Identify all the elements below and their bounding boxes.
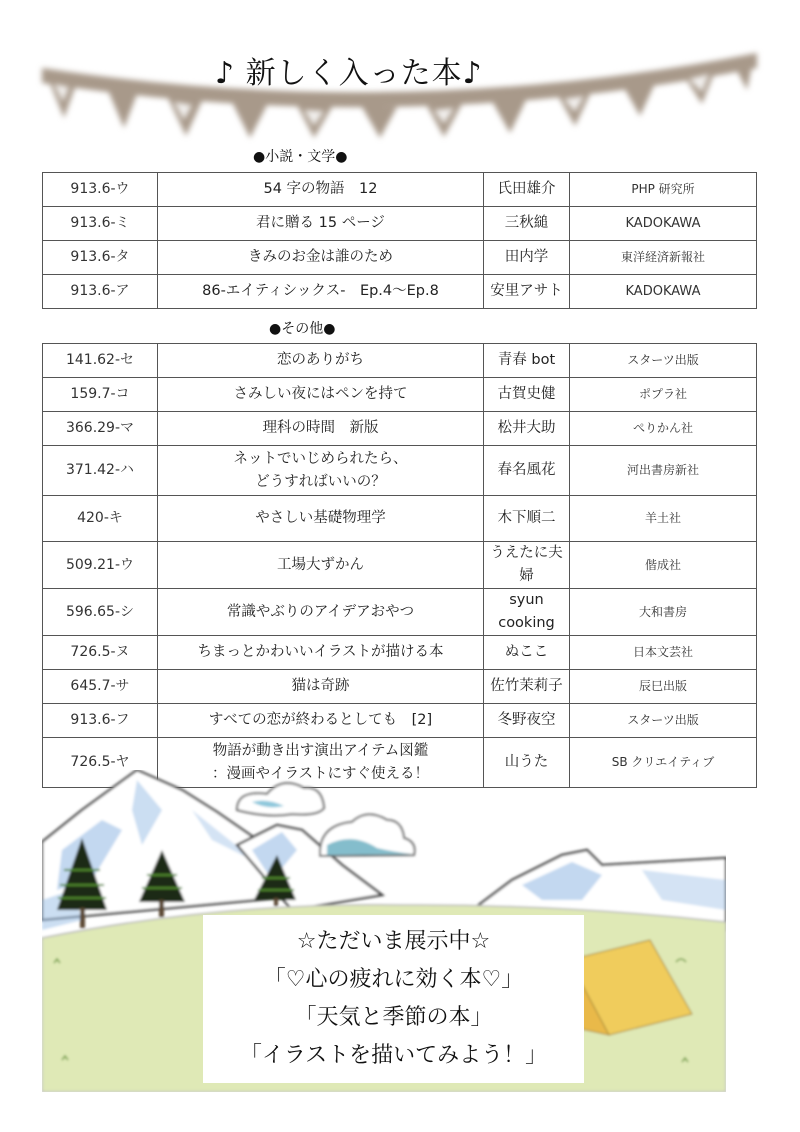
book-publisher: 東洋経済新報社: [570, 241, 757, 275]
book-title: 54 字の物語 12: [158, 173, 484, 207]
call-number: 913.6-ミ: [43, 207, 158, 241]
table-row: [43, 173, 757, 207]
section-heading-other: ●その他●: [269, 321, 336, 337]
book-title: 猫は奇跡: [158, 670, 484, 704]
exhibit-heading: ☆ただいま展示中☆: [296, 929, 491, 954]
table-row: [43, 207, 757, 241]
book-title-line-1: ネットでいじめられたら、: [233, 450, 408, 467]
call-number: 420-キ: [43, 496, 158, 542]
book-publisher: 日本文芸社: [570, 636, 757, 670]
table-row: [43, 496, 757, 542]
call-number: 726.5-ヤ: [43, 738, 158, 788]
book-publisher: ポプラ社: [570, 378, 757, 412]
table-row: [43, 241, 757, 275]
call-number: 913.6-タ: [43, 241, 158, 275]
book-title: ちまっとかわいいイラストが描ける本: [158, 636, 484, 670]
call-number: 726.5-ヌ: [43, 636, 158, 670]
other-book-table: [42, 343, 757, 788]
exhibit-item: 「♡心の疲れに効く本♡」: [263, 967, 524, 992]
book-publisher: 偕成社: [570, 542, 757, 589]
fiction-book-table: [42, 172, 757, 309]
book-title: 理科の時間 新版: [158, 412, 484, 446]
table-row: [43, 636, 757, 670]
book-publisher: SB クリエイティブ: [570, 738, 757, 788]
book-author: 山うた: [484, 738, 570, 788]
book-title: 恋のありがち: [158, 344, 484, 378]
exhibit-notice: [203, 915, 584, 1083]
table-row: [43, 378, 757, 412]
page-title: ♪ 新しく入った本♪: [215, 56, 483, 91]
book-title: 86-エイティシックス- Ep.4〜Ep.8: [158, 275, 484, 309]
cloud-icon: [320, 814, 415, 856]
call-number: 366.29-マ: [43, 412, 158, 446]
book-title: 工場大ずかん: [158, 542, 484, 589]
call-number: 141.62-セ: [43, 344, 158, 378]
book-author: 古賀史健: [484, 378, 570, 412]
exhibit-item: 「天気と季節の本」: [294, 1005, 493, 1030]
book-title: 常識やぶりのアイデアおやつ: [158, 589, 484, 636]
table-row: [43, 344, 757, 378]
book-publisher: KADOKAWA: [570, 275, 757, 309]
table-row: [43, 275, 757, 309]
book-publisher: KADOKAWA: [570, 207, 757, 241]
book-title: 君に贈る 15 ページ: [158, 207, 484, 241]
book-author: 佐竹茉莉子: [484, 670, 570, 704]
call-number: 509.21-ウ: [43, 542, 158, 589]
book-title: [158, 446, 484, 496]
book-title-line-1: 物語が動き出す演出アイテム図鑑: [212, 742, 429, 759]
book-publisher: PHP 研究所: [570, 173, 757, 207]
book-author: うえたに夫婦: [484, 542, 570, 589]
table-row: [43, 670, 757, 704]
call-number: 645.7-サ: [43, 670, 158, 704]
book-author: 氏田雄介: [484, 173, 570, 207]
book-publisher: スターツ出版: [570, 704, 757, 738]
call-number: 913.6-ウ: [43, 173, 158, 207]
book-author: 春名風花: [484, 446, 570, 496]
book-publisher: 羊土社: [570, 496, 757, 542]
book-publisher: 河出書房新社: [570, 446, 757, 496]
book-publisher: ぺりかん社: [570, 412, 757, 446]
call-number: 596.65-シ: [43, 589, 158, 636]
call-number: 371.42-ハ: [43, 446, 158, 496]
book-author: 三秋縋: [484, 207, 570, 241]
call-number: 913.6-フ: [43, 704, 158, 738]
table-row: [43, 542, 757, 589]
book-publisher: 辰巳出版: [570, 670, 757, 704]
table-row: [43, 446, 757, 496]
book-author: 青春 bot: [484, 344, 570, 378]
book-publisher: スターツ出版: [570, 344, 757, 378]
table-row: [43, 589, 757, 636]
book-title-line-2: どうすればいいの？: [255, 473, 386, 490]
cloud-icon: [237, 783, 324, 815]
book-author: syun cooking: [484, 589, 570, 636]
book-title-line-2: ：漫画やイラストにすぐ使える！: [211, 765, 430, 782]
book-title: やさしい基礎物理学: [158, 496, 484, 542]
book-title: きみのお金は誰のため: [158, 241, 484, 275]
exhibit-item: 「イラストを描いてみよう！」: [239, 1043, 548, 1068]
table-row: [43, 704, 757, 738]
book-title: さみしい夜にはペンを持て: [158, 378, 484, 412]
book-author: 松井大助: [484, 412, 570, 446]
book-title: すべての恋が終わるとしても [2]: [158, 704, 484, 738]
section-heading-fiction: ●小説・文学●: [253, 149, 348, 165]
book-author: 木下順二: [484, 496, 570, 542]
book-author: 冬野夜空: [484, 704, 570, 738]
call-number: 159.7-コ: [43, 378, 158, 412]
book-author: ぬここ: [484, 636, 570, 670]
book-publisher: 大和書房: [570, 589, 757, 636]
book-author: 田内学: [484, 241, 570, 275]
call-number: 913.6-ア: [43, 275, 158, 309]
table-row: [43, 412, 757, 446]
book-author: 安里アサト: [484, 275, 570, 309]
